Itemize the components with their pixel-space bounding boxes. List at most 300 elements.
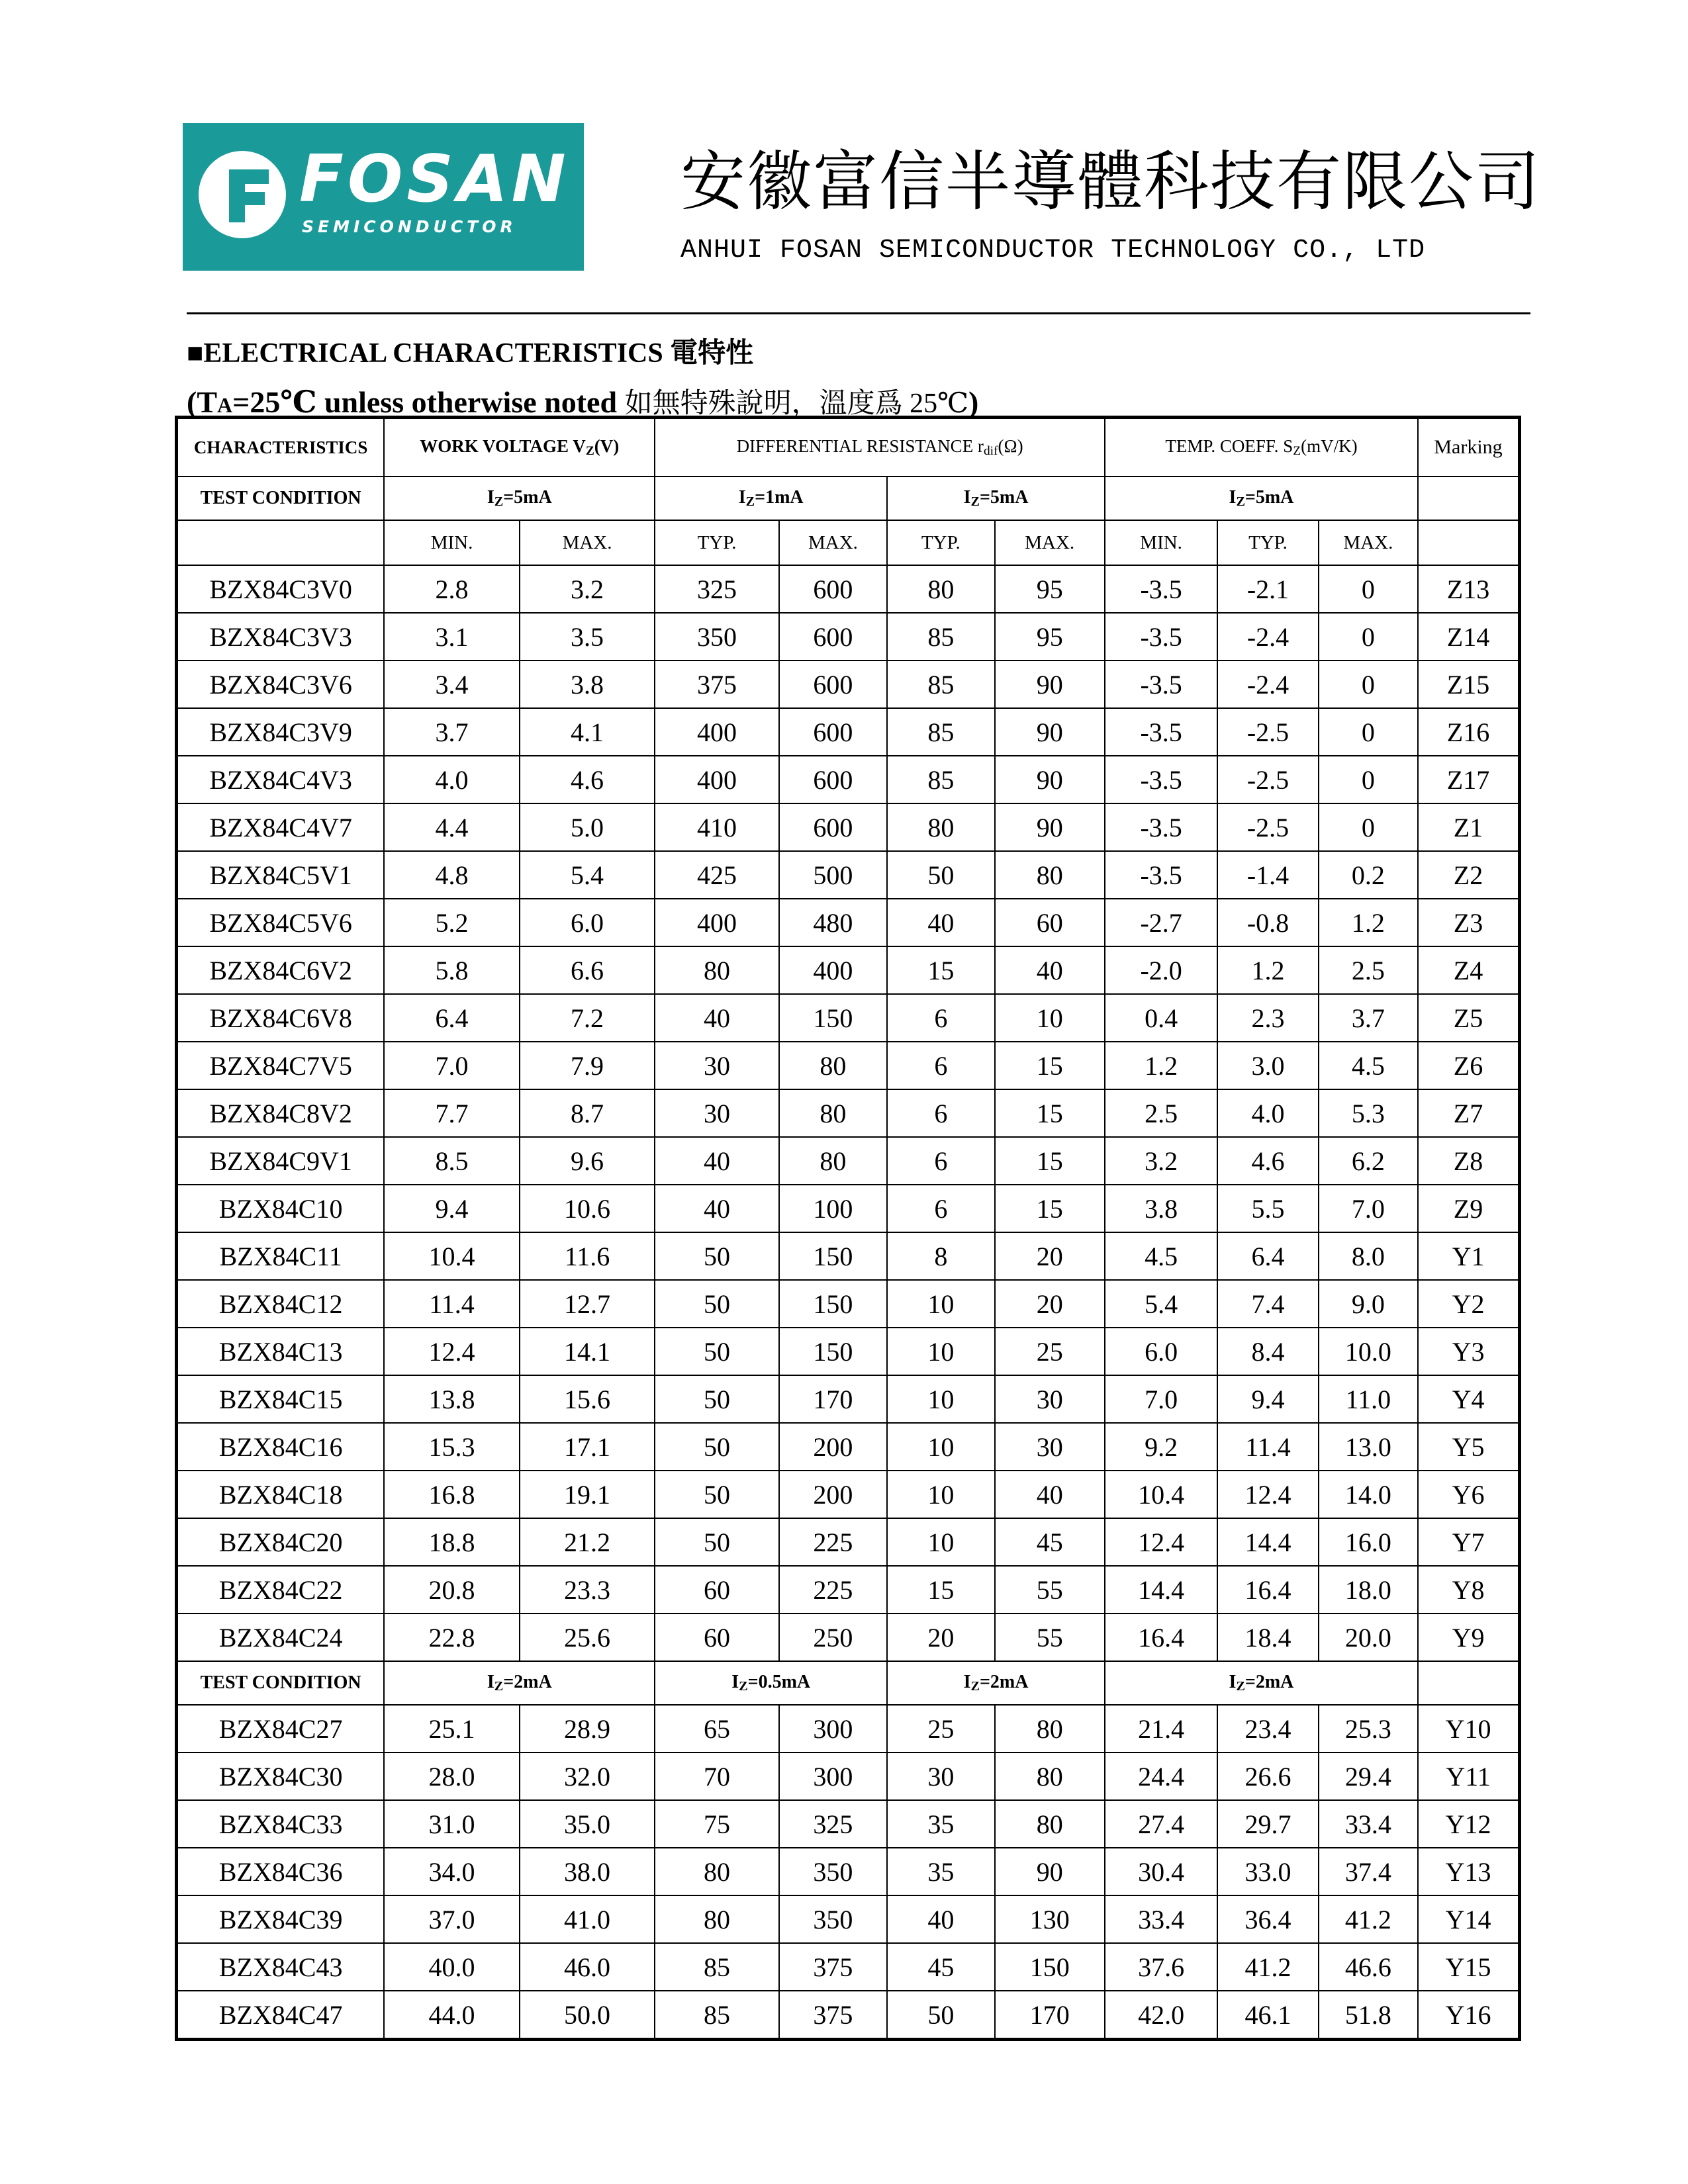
table-cell: Z8 [1418,1137,1519,1185]
table-cell: 5.4 [1105,1280,1217,1328]
table-cell: 38.0 [520,1848,655,1895]
table-row [177,803,1520,851]
table-row [177,1895,1520,1943]
table-row [177,565,1520,613]
table-cell: 10.0 [1319,1328,1418,1375]
table-cell: Y12 [1418,1800,1519,1848]
table-cell: 7.0 [384,1042,520,1089]
table-cell: -2.5 [1217,803,1318,851]
table-cell: 10.4 [1105,1471,1217,1518]
table-cell: 40 [655,1137,778,1185]
part-number-cell: BZX84C47 [177,1991,385,2040]
table-row [177,1280,1520,1328]
table-cell: 14.1 [520,1328,655,1375]
table-cell: 6 [887,1137,994,1185]
table-cell: 7.2 [520,994,655,1042]
table-cell: 50 [655,1423,778,1471]
table-cell: 20.0 [1319,1614,1418,1661]
table-row [177,1518,1520,1566]
cond-marking-empty [1418,477,1519,520]
table-cell: Y9 [1418,1614,1519,1661]
table-cell: 4.0 [384,756,520,803]
table-cell: 5.2 [384,899,520,946]
part-number-cell: BZX84C24 [177,1614,385,1661]
table-cell: Y7 [1418,1518,1519,1566]
table-cell: 30 [655,1089,778,1137]
table-cell: 4.4 [384,803,520,851]
table-cell: 7.4 [1217,1280,1318,1328]
table-cell: 50 [655,1280,778,1328]
table-cell: 45 [995,1518,1105,1566]
part-number-cell: BZX84C12 [177,1280,385,1328]
table-cell: 6.0 [520,899,655,946]
table-cell: 70 [655,1752,778,1800]
table-cell: 6.4 [384,994,520,1042]
table-cell: 150 [779,1280,887,1328]
table-cell: 40 [887,1895,994,1943]
col-temp-coeff: TEMP. COEFF. SZ(mV/K) [1105,418,1418,477]
section-title [187,331,753,371]
table-row [177,1042,1520,1089]
table-cell: 80 [995,1800,1105,1848]
table-row [177,1232,1520,1280]
part-number-cell: BZX84C39 [177,1895,385,1943]
table-cell: 11.0 [1319,1375,1418,1423]
table-cell: 6 [887,1185,994,1232]
table-cell: 170 [779,1375,887,1423]
table-cell: 0 [1319,660,1418,708]
table-cell: 4.6 [520,756,655,803]
table-cell: 25 [887,1705,994,1752]
table-cell: 50 [655,1471,778,1518]
table-cell: 20.8 [384,1566,520,1614]
table-cell: 600 [779,756,887,803]
table-cell: 95 [995,565,1105,613]
sub-header-1: MAX. [520,520,655,565]
table-cell: 85 [655,1943,778,1991]
table-cell: 60 [655,1566,778,1614]
col-work-voltage: WORK VOLTAGE VZ(V) [384,418,655,477]
table-cell: -3.5 [1105,613,1217,660]
table-cell: 12.7 [520,1280,655,1328]
table-cell: 41.0 [520,1895,655,1943]
table-cell: -3.5 [1105,803,1217,851]
table-cell: 10.4 [384,1232,520,1280]
table-cell: 18.8 [384,1518,520,1566]
table-cell: 80 [995,1705,1105,1752]
part-number-cell: BZX84C16 [177,1423,385,1471]
table-cell: 85 [887,660,994,708]
sub-header-7: TYP. [1217,520,1318,565]
table-cell: 90 [995,803,1105,851]
table-cell: 30 [887,1752,994,1800]
part-number-cell: BZX84C3V3 [177,613,385,660]
table-cell: 3.7 [384,708,520,756]
table-cell: 4.6 [1217,1137,1318,1185]
table-cell: 17.1 [520,1423,655,1471]
table-cell: Y14 [1418,1895,1519,1943]
test-condition-label-2: TEST CONDITION [177,1661,385,1705]
logo-sub-text: SEMICONDUCTOR [302,217,517,236]
table-cell: 28.9 [520,1705,655,1752]
table-cell: 10.6 [520,1185,655,1232]
table-cell: -2.1 [1217,565,1318,613]
table-cell: 0 [1319,708,1418,756]
table-cell: 8.4 [1217,1328,1318,1375]
part-number-cell: BZX84C27 [177,1705,385,1752]
table-cell: Z3 [1418,899,1519,946]
table-cell: -2.0 [1105,946,1217,994]
table-cell: 23.4 [1217,1705,1318,1752]
table-cell: Z6 [1418,1042,1519,1089]
table-cell: 5.5 [1217,1185,1318,1232]
table-cell: 25.1 [384,1705,520,1752]
table-cell: 200 [779,1423,887,1471]
table-cell: 10 [887,1471,994,1518]
table-cell: 40 [887,899,994,946]
table-cell: Z14 [1418,613,1519,660]
sub-header-0: MIN. [384,520,520,565]
table-cell: 15 [887,1566,994,1614]
table-cell: -2.7 [1105,899,1217,946]
table-cell: 20 [995,1280,1105,1328]
table-cell: 0 [1319,565,1418,613]
table-cell: Z16 [1418,708,1519,756]
table-cell: 6 [887,994,994,1042]
table-cell: 90 [995,708,1105,756]
part-number-cell: BZX84C5V1 [177,851,385,899]
cond2-r1: IZ=0.5mA [655,1661,887,1705]
table-cell: 51.8 [1319,1991,1418,2040]
table-row [177,1991,1520,2040]
table-cell: 2.3 [1217,994,1318,1042]
table-cell: Y13 [1418,1848,1519,1895]
col-marking: Marking [1418,418,1519,477]
part-number-cell: BZX84C3V9 [177,708,385,756]
table-cell: 150 [779,1232,887,1280]
table-cell: 45 [887,1943,994,1991]
table-cell: -1.4 [1217,851,1318,899]
table-cell: 6 [887,1042,994,1089]
table-row [177,1328,1520,1375]
table-cell: 16.4 [1217,1566,1318,1614]
table-cell: 8.0 [1319,1232,1418,1280]
table-cell: 9.2 [1105,1423,1217,1471]
table-cell: 21.2 [520,1518,655,1566]
table-cell: 50 [655,1375,778,1423]
table-row [177,1705,1520,1752]
table-cell: 24.4 [1105,1752,1217,1800]
table-row [177,1800,1520,1848]
table-cell: 80 [655,946,778,994]
min-max-row [177,520,1520,565]
table-cell: 0 [1319,803,1418,851]
table-cell: 4.8 [384,851,520,899]
table-cell: 5.8 [384,946,520,994]
part-number-cell: BZX84C15 [177,1375,385,1423]
table-cell: Z17 [1418,756,1519,803]
table-cell: 42.0 [1105,1991,1217,2040]
table-cell: 50 [655,1518,778,1566]
table-cell: 6.4 [1217,1232,1318,1280]
table-row [177,851,1520,899]
table-cell: 20 [995,1232,1105,1280]
part-number-cell: BZX84C20 [177,1518,385,1566]
table-cell: 4.5 [1319,1042,1418,1089]
part-number-cell: BZX84C6V8 [177,994,385,1042]
table-cell: 600 [779,565,887,613]
table-cell: 6 [887,1089,994,1137]
table-cell: 1.2 [1217,946,1318,994]
fosan-logo-mark [183,123,299,271]
table-cell: Z13 [1418,565,1519,613]
table-cell: 2.5 [1319,946,1418,994]
table-cell: 375 [779,1991,887,2040]
table-cell: 35.0 [520,1800,655,1848]
part-number-cell: BZX84C36 [177,1848,385,1895]
part-number-cell: BZX84C5V6 [177,899,385,946]
table-cell: 5.0 [520,803,655,851]
table-cell: 600 [779,660,887,708]
table-cell: 0 [1319,613,1418,660]
cond-r2: IZ=5mA [887,477,1105,520]
table-cell: Z5 [1418,994,1519,1042]
table-cell: 325 [655,565,778,613]
table-cell: 85 [887,613,994,660]
table-cell: Z1 [1418,803,1519,851]
header-divider [187,312,1530,314]
table-cell: 12.4 [1217,1471,1318,1518]
table-cell: 9.4 [384,1185,520,1232]
table-cell: 30 [995,1423,1105,1471]
table-cell: 300 [779,1752,887,1800]
table-cell: 85 [887,756,994,803]
table-cell: 41.2 [1217,1943,1318,1991]
table-cell: 400 [655,899,778,946]
bullet-square-icon: ■ [187,338,204,369]
table-cell: Y2 [1418,1280,1519,1328]
table-cell: 80 [779,1042,887,1089]
table-cell: 15 [887,946,994,994]
table-cell: 15 [995,1185,1105,1232]
table-cell: 5.3 [1319,1089,1418,1137]
table-cell: 410 [655,803,778,851]
table-cell: 350 [655,613,778,660]
table-cell: Y15 [1418,1943,1519,1991]
table-cell: 46.6 [1319,1943,1418,1991]
table-cell: 21.4 [1105,1705,1217,1752]
part-number-cell: BZX84C4V7 [177,803,385,851]
table-cell: 14.4 [1217,1518,1318,1566]
sub-header-8: MAX. [1319,520,1418,565]
table-row [177,899,1520,946]
table-cell: 41.2 [1319,1895,1418,1943]
table-cell: 1.2 [1105,1042,1217,1089]
table-cell: 15 [995,1089,1105,1137]
table-cell: 40 [655,994,778,1042]
table-cell: 60 [655,1614,778,1661]
table-cell: 1.2 [1319,899,1418,946]
table-cell: 400 [655,708,778,756]
table-cell: 3.8 [1105,1185,1217,1232]
table-cell: 90 [995,660,1105,708]
table-cell: 3.8 [520,660,655,708]
cond2-marking-empty [1418,1661,1519,1705]
table-cell: 500 [779,851,887,899]
table-row [177,1089,1520,1137]
table-row [177,994,1520,1042]
table-cell: 46.0 [520,1943,655,1991]
part-number-cell: BZX84C43 [177,1943,385,1991]
table-cell: 85 [655,1991,778,2040]
table-cell: 37.6 [1105,1943,1217,1991]
table-cell: 50 [887,851,994,899]
table-cell: 16.0 [1319,1518,1418,1566]
table-cell: 40 [995,1471,1105,1518]
table-cell: 200 [779,1471,887,1518]
table-cell: -3.5 [1105,756,1217,803]
part-number-cell: BZX84C7V5 [177,1042,385,1089]
table-row [177,1752,1520,1800]
table-cell: 3.2 [1105,1137,1217,1185]
table-cell: -3.5 [1105,565,1217,613]
sub-header-5: MAX. [995,520,1105,565]
part-number-cell: BZX84C3V0 [177,565,385,613]
table-cell: 30.4 [1105,1848,1217,1895]
table-cell: 35 [887,1848,994,1895]
table-row [177,1185,1520,1232]
table-cell: -3.5 [1105,708,1217,756]
table-cell: 150 [995,1943,1105,1991]
table-cell: 75 [655,1800,778,1848]
table-cell: 425 [655,851,778,899]
sub-header-marking-empty [1418,520,1519,565]
table-cell: Z15 [1418,660,1519,708]
table-cell: 7.0 [1105,1375,1217,1423]
table-cell: 80 [779,1089,887,1137]
table-cell: 90 [995,1848,1105,1895]
col-characteristics: CHARACTERISTICS [177,418,385,477]
table-cell: 250 [779,1614,887,1661]
part-number-cell: BZX84C22 [177,1566,385,1614]
table-cell: 325 [779,1800,887,1848]
table-cell: 8.7 [520,1089,655,1137]
table-cell: 14.0 [1319,1471,1418,1518]
table-row [177,1423,1520,1471]
table-cell: 0.4 [1105,994,1217,1042]
part-number-cell: BZX84C13 [177,1328,385,1375]
table-cell: Z2 [1418,851,1519,899]
table-cell: 23.3 [520,1566,655,1614]
table-cell: 95 [995,613,1105,660]
sub-header-3: MAX. [779,520,887,565]
part-number-cell: BZX84C8V2 [177,1089,385,1137]
table-cell: 34.0 [384,1848,520,1895]
test-condition-row [177,477,1520,520]
sub-header-2: TYP. [655,520,778,565]
table-cell: 55 [995,1614,1105,1661]
table-cell: 0.2 [1319,851,1418,899]
table-cell: 50 [887,1991,994,2040]
table-cell: 50 [655,1232,778,1280]
part-number-cell: BZX84C6V2 [177,946,385,994]
table-cell: 10 [887,1328,994,1375]
table-cell: Y3 [1418,1328,1519,1375]
table-cell: 3.5 [520,613,655,660]
table-cell: 9.4 [1217,1375,1318,1423]
table-cell: 40 [655,1185,778,1232]
table-cell: 6.2 [1319,1137,1418,1185]
table-cell: 36.4 [1217,1895,1318,1943]
electrical-characteristics-table [175,416,1521,2041]
table-cell: 11.6 [520,1232,655,1280]
part-number-cell: BZX84C9V1 [177,1137,385,1185]
table-cell: 26.6 [1217,1752,1318,1800]
table-cell: 10 [887,1518,994,1566]
test-condition-row-2 [177,1661,1520,1705]
table-cell: Z7 [1418,1089,1519,1137]
table-cell: 2.5 [1105,1089,1217,1137]
table-cell: -2.5 [1217,708,1318,756]
table-cell: 0 [1319,756,1418,803]
table-cell: 3.0 [1217,1042,1318,1089]
table-cell: 400 [655,756,778,803]
table-cell: 80 [779,1137,887,1185]
temperature-note: (TA=25℃ unless otherwise noted 如無特殊說明，溫度爲 25℃) [187,385,979,419]
part-number-cell: BZX84C10 [177,1185,385,1232]
table-cell: 300 [779,1705,887,1752]
table-cell: 3.7 [1319,994,1418,1042]
table-cell: 60 [995,899,1105,946]
table-row [177,708,1520,756]
table-cell: 150 [779,1328,887,1375]
table-cell: 90 [995,756,1105,803]
table-cell: 25.3 [1319,1705,1418,1752]
company-logo [183,123,584,271]
table-cell: 40.0 [384,1943,520,1991]
table-cell: 8.5 [384,1137,520,1185]
table-cell: 225 [779,1518,887,1566]
table-cell: 44.0 [384,1991,520,2040]
table-cell: 46.1 [1217,1991,1318,2040]
table-cell: 16.8 [384,1471,520,1518]
table-cell: -3.5 [1105,851,1217,899]
table-cell: 80 [995,851,1105,899]
table-cell: 350 [779,1848,887,1895]
table-cell: 4.0 [1217,1089,1318,1137]
part-number-cell: BZX84C3V6 [177,660,385,708]
table-cell: 8 [887,1232,994,1280]
table-cell: 480 [779,899,887,946]
table-cell: 10 [887,1375,994,1423]
table-cell: 6.0 [1105,1328,1217,1375]
table-cell: 14.4 [1105,1566,1217,1614]
table-cell: 375 [655,660,778,708]
part-number-cell: BZX84C11 [177,1232,385,1280]
table-row [177,1471,1520,1518]
table-cell: -2.4 [1217,660,1318,708]
table-cell: 19.1 [520,1471,655,1518]
table-cell: 2.8 [384,565,520,613]
table-cell: 33.0 [1217,1848,1318,1895]
table-cell: 27.4 [1105,1800,1217,1848]
table-cell: 15 [995,1137,1105,1185]
part-number-cell: BZX84C18 [177,1471,385,1518]
table-cell: 400 [779,946,887,994]
table-cell: 3.2 [520,565,655,613]
table-row [177,1375,1520,1423]
cond-sz: IZ=5mA [1105,477,1418,520]
